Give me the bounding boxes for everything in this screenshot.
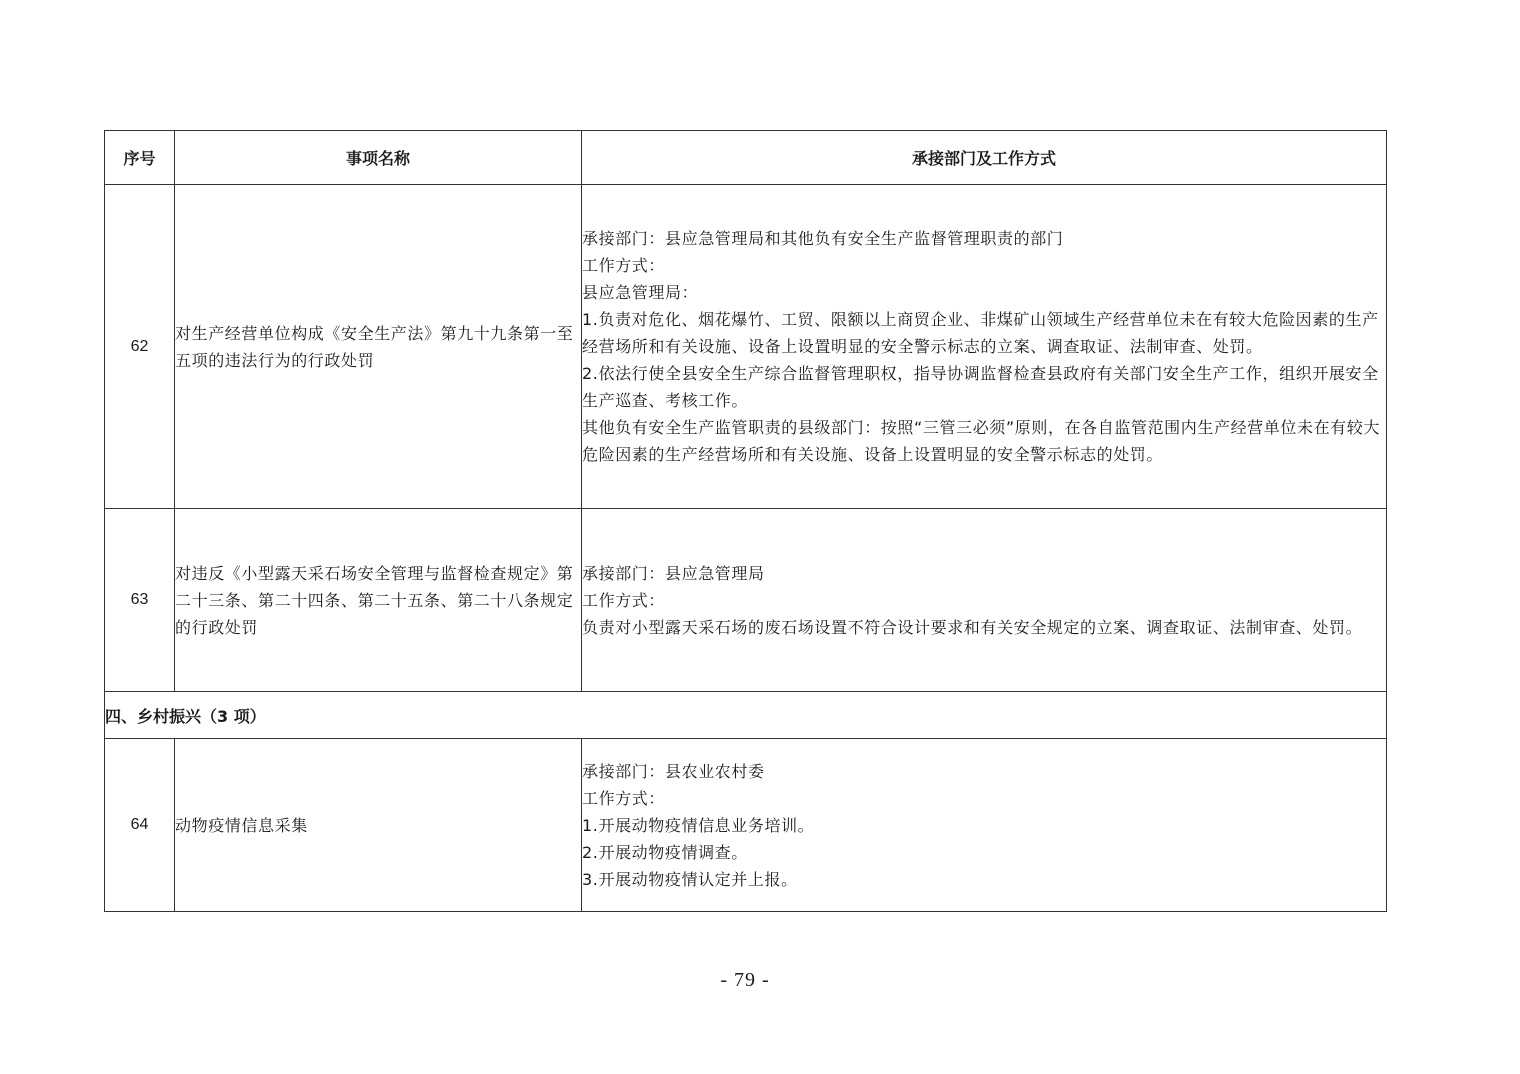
- row-department-method: [582, 509, 1387, 692]
- row-item-name: 对违反《小型露天采石场安全管理与监督检查规定》第二十三条、第二十四条、第二十五条、第二十八条规定的行政处罚: [175, 509, 582, 692]
- detail-line: 工作方式：: [582, 590, 666, 610]
- header-index: 序号: [105, 131, 175, 185]
- detail-line: 1.开展动物疫情信息业务培训。: [582, 815, 815, 835]
- detail-line: 县应急管理局：: [582, 283, 699, 302]
- row-item-name: 动物疫情信息采集: [175, 739, 582, 912]
- detail-line: 承接部门：县农业农村委: [582, 761, 765, 781]
- row-department-method: [582, 185, 1387, 509]
- table-row: [105, 739, 1387, 912]
- detail-line: 工作方式：: [582, 788, 666, 808]
- table-row: [105, 185, 1387, 509]
- detail-line: 负责对小型露天采石场的废石场设置不符合设计要求和有关安全规定的立案、调查取证、法制审查、处罚。: [582, 617, 1363, 637]
- row-item-name: 对生产经营单位构成《安全生产法》第九十九条第一至五项的违法行为的行政处罚: [175, 185, 582, 509]
- row-index: 64: [105, 739, 175, 912]
- header-item-name: 事项名称: [175, 131, 582, 185]
- table-row: [105, 509, 1387, 692]
- detail-line: 承接部门：县应急管理局和其他负有安全生产监督管理职责的部门: [582, 229, 1064, 248]
- detail-line: 2.依法行使全县安全生产综合监督管理职权，指导协调监督检查县政府有关部门安全生产工作，组织开展安全生产巡查、考核工作。: [582, 364, 1379, 410]
- section-title: 四、乡村振兴（3 项）: [105, 692, 1387, 739]
- header-department-method: 承接部门及工作方式: [582, 131, 1387, 185]
- detail-line: 3.开展动物疫情认定并上报。: [582, 869, 798, 889]
- page-number: - 79 -: [720, 969, 770, 991]
- detail-line: 工作方式：: [582, 256, 666, 275]
- row-index: 63: [105, 509, 175, 692]
- detail-line: 承接部门：县应急管理局: [582, 563, 765, 583]
- table-header-row: [105, 131, 1387, 185]
- detail-line: 其他负有安全生产监管职责的县级部门：按照“三管三必须”原则，在各自监管范围内生产经营单位未在有较大危险因素的生产经营场所和有关设施、设备上设置明显的安全警示标志的处罚。: [582, 418, 1380, 464]
- section-row: [105, 692, 1387, 739]
- detail-line: 1.负责对危化、烟花爆竹、工贸、限额以上商贸企业、非煤矿山领域生产经营单位未在有较大危险因素的生产经营场所和有关设施、设备上设置明显的安全警示标志的立案、调查取证、法制审查、处罚。: [582, 310, 1379, 356]
- detail-line: 2.开展动物疫情调查。: [582, 842, 748, 862]
- matters-table: [104, 130, 1387, 912]
- row-department-method: [582, 739, 1387, 912]
- row-index: 62: [105, 185, 175, 509]
